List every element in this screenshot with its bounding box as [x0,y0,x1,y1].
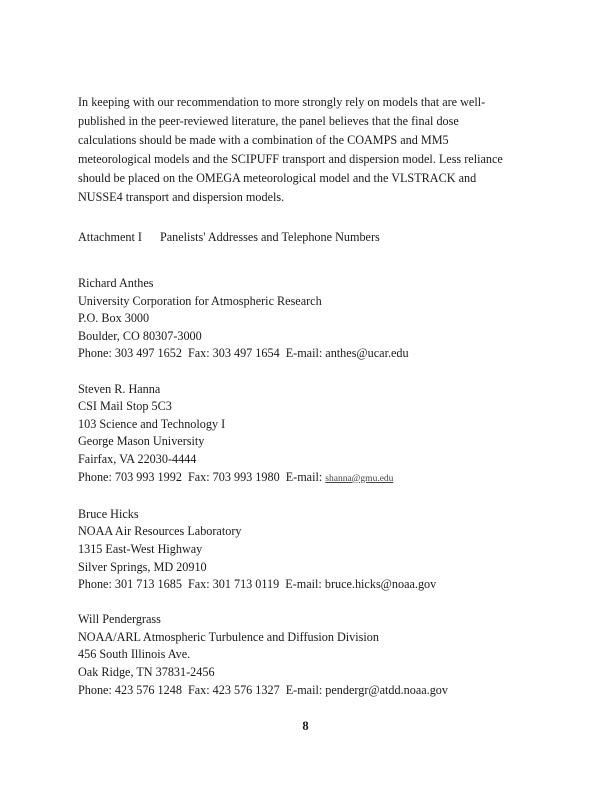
contact-email-label: E-mail: [285,577,322,592]
contact-address-line: Oak Ridge, TN 37831-2456 [78,665,215,680]
contact-address-line: University Corporation for Atmospheric Research [78,293,322,308]
contact-fax: Fax: 301 713 0119 [187,577,280,592]
contact-address-line: NOAA Air Resources Laboratory [78,524,242,539]
contact-address-line: George Mason University [78,434,205,449]
contact-pendergrass [78,611,518,699]
contact-address-line: Silver Springs, MD 20910 [78,559,207,574]
contact-phone-line [78,576,518,594]
contact-address-line: CSI Mail Stop 5C3 [78,399,172,414]
contact-phone: Phone: 303 497 1652 [78,346,182,361]
contact-anthes [78,275,518,363]
contact-address-line: 456 South Illinois Ave. [78,647,191,662]
contact-email[interactable]: bruce.hicks@noaa.gov [324,577,437,592]
contact-name: Will Pendergrass [78,612,161,627]
contact-phone: Phone: 703 993 1992 [78,469,182,484]
contact-name: Steven R. Hanna [78,381,161,396]
contact-email-label: E-mail: [285,346,323,361]
page-number: 8 [302,719,309,733]
contact-hicks [78,506,518,594]
paragraph-line: NUSSE4 transport and dispersion models. [78,190,285,204]
attachment-title: Panelists' Addresses and Telephone Numbers [159,230,380,244]
contact-name: Bruce Hicks [78,506,139,521]
attachment-heading [78,230,380,245]
contact-email[interactable]: anthes@ucar.edu [325,346,409,361]
contact-fax: Fax: 703 993 1980 [187,469,280,484]
contact-phone: Phone: 301 713 1685 [78,577,182,592]
contact-email[interactable]: shanna@gmu.edu [325,473,394,484]
contact-address-line: NOAA/ARL Atmospheric Turbulence and Diffusion Division [78,629,379,644]
contact-address-line: Fairfax, VA 22030-4444 [78,451,197,466]
contact-fax: Fax: 303 497 1654 [187,346,280,361]
contact-address-line: P.O. Box 3000 [78,311,150,326]
contact-email-label: E-mail: [285,469,323,484]
paragraph-line: meteorological models and the SCIPUFF transport and dispersion model. Less reliance [78,152,503,166]
paragraph-line: published in the peer-reviewed literature, the panel believes that the final dose [78,114,459,128]
paragraph-line: In keeping with our recommendation to more strongly rely on models that are well- [78,95,486,109]
attachment-label: Attachment I [78,230,142,244]
contact-phone-line [78,469,518,489]
contact-phone-line [78,345,518,363]
contact-list [78,275,518,717]
contact-email-label: E-mail: [285,682,323,697]
paragraph-line: should be placed on the OMEGA meteorological model and the VLSTRACK and [78,171,477,185]
recommendation-paragraph [78,93,518,207]
contact-phone-line [78,682,518,700]
contact-phone: Phone: 423 576 1248 [78,682,182,697]
contact-address-line: 1315 East-West Highway [78,541,203,556]
paragraph-line: calculations should be made with a combination of the COAMPS and MM5 [78,133,449,147]
contact-address-line: 103 Science and Technology I [78,416,226,431]
contact-hanna [78,381,518,489]
contact-name: Richard Anthes [78,276,154,290]
contact-address-line: Boulder, CO 80307-3000 [78,328,202,343]
contact-fax: Fax: 423 576 1327 [187,682,280,697]
contact-email[interactable]: pendergr@atdd.noaa.gov [325,682,448,697]
